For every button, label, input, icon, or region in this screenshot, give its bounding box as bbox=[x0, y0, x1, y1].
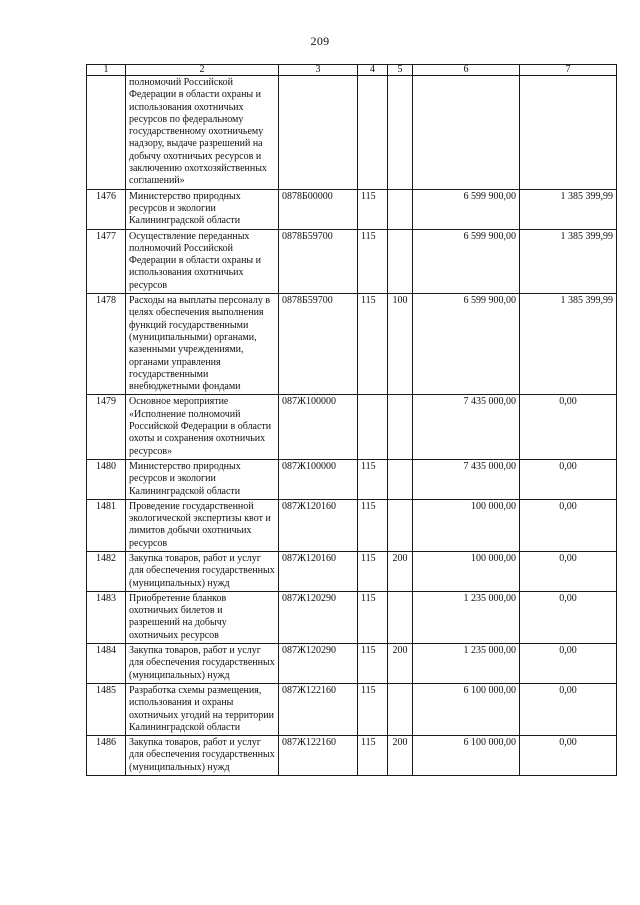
target-code-cell: 087Ж100000 bbox=[279, 459, 358, 499]
expense-type-cell: 200 bbox=[388, 644, 413, 684]
table-body bbox=[87, 76, 617, 776]
item-name-cell: Осуществление переданных полномочий Российской Федерации в области охраны и использования охотничьих ресурсов bbox=[126, 229, 279, 293]
amount2-cell: 1 385 399,99 bbox=[520, 229, 617, 293]
column-header: 3 bbox=[279, 65, 358, 76]
amount2-cell: 0,00 bbox=[520, 551, 617, 591]
section-code-cell: 115 bbox=[358, 683, 388, 735]
section-code-cell: 115 bbox=[358, 644, 388, 684]
amount2-cell: 1 385 399,99 bbox=[520, 189, 617, 229]
item-name-cell: Проведение государственной экологической экспертизы квот и лимитов добычи охотничьих ресурсов bbox=[126, 499, 279, 551]
amount-cell: 6 100 000,00 bbox=[413, 683, 520, 735]
target-code-cell: 087Ж120290 bbox=[279, 644, 358, 684]
table-row bbox=[87, 395, 617, 459]
table-row bbox=[87, 294, 617, 395]
table-row bbox=[87, 551, 617, 591]
row-number-cell: 1485 bbox=[87, 683, 126, 735]
page-number: 209 bbox=[310, 34, 330, 48]
amount-cell: 6 599 900,00 bbox=[413, 189, 520, 229]
amount2-cell: 0,00 bbox=[520, 459, 617, 499]
amount-cell: 6 599 900,00 bbox=[413, 229, 520, 293]
target-code-cell: 087Ж120160 bbox=[279, 499, 358, 551]
row-number-cell: 1479 bbox=[87, 395, 126, 459]
table-row bbox=[87, 189, 617, 229]
row-number-cell: 1486 bbox=[87, 736, 126, 776]
column-header: 6 bbox=[413, 65, 520, 76]
expense-type-cell bbox=[388, 499, 413, 551]
target-code-cell: 087Ж100000 bbox=[279, 395, 358, 459]
section-code-cell: 115 bbox=[358, 294, 388, 395]
section-code-cell: 115 bbox=[358, 551, 388, 591]
section-code-cell: 115 bbox=[358, 591, 388, 643]
expense-type-cell: 200 bbox=[388, 551, 413, 591]
item-name-cell: Закупка товаров, работ и услуг для обеспечения государственных (муниципальных) нужд bbox=[126, 644, 279, 684]
budget-table bbox=[86, 64, 617, 776]
amount2-cell: 0,00 bbox=[520, 499, 617, 551]
amount-cell: 1 235 000,00 bbox=[413, 591, 520, 643]
section-code-cell bbox=[358, 395, 388, 459]
target-code-cell: 0878Б59700 bbox=[279, 229, 358, 293]
item-name-cell: Министерство природных ресурсов и экологии Калининградской области bbox=[126, 189, 279, 229]
amount2-cell bbox=[520, 76, 617, 190]
target-code-cell: 0878Б59700 bbox=[279, 294, 358, 395]
amount-cell: 100 000,00 bbox=[413, 499, 520, 551]
target-code-cell: 087Ж120160 bbox=[279, 551, 358, 591]
expense-type-cell bbox=[388, 683, 413, 735]
expense-type-cell: 200 bbox=[388, 736, 413, 776]
row-number-cell: 1482 bbox=[87, 551, 126, 591]
amount2-cell: 0,00 bbox=[520, 736, 617, 776]
expense-type-cell: 100 bbox=[388, 294, 413, 395]
table-row bbox=[87, 683, 617, 735]
amount-cell: 7 435 000,00 bbox=[413, 459, 520, 499]
target-code-cell: 087Ж122160 bbox=[279, 736, 358, 776]
expense-type-cell bbox=[388, 459, 413, 499]
table-row bbox=[87, 644, 617, 684]
column-header: 5 bbox=[388, 65, 413, 76]
table-row bbox=[87, 591, 617, 643]
expense-type-cell bbox=[388, 229, 413, 293]
section-code-cell: 115 bbox=[358, 229, 388, 293]
row-number-cell: 1478 bbox=[87, 294, 126, 395]
expense-type-cell bbox=[388, 189, 413, 229]
amount-cell: 6 100 000,00 bbox=[413, 736, 520, 776]
item-name-cell: Закупка товаров, работ и услуг для обеспечения государственных (муниципальных) нужд bbox=[126, 551, 279, 591]
section-code-cell: 115 bbox=[358, 189, 388, 229]
column-header: 4 bbox=[358, 65, 388, 76]
table-row bbox=[87, 736, 617, 776]
item-name-cell: Разработка схемы размещения, использования и охраны охотничьих угодий на территории Калининградской области bbox=[126, 683, 279, 735]
expense-type-cell bbox=[388, 76, 413, 190]
amount-cell: 1 235 000,00 bbox=[413, 644, 520, 684]
amount-cell: 100 000,00 bbox=[413, 551, 520, 591]
item-name-cell: Основное мероприятие «Исполнение полномочий Российской Федерации в области охоты и сохранения охотничьих ресурсов» bbox=[126, 395, 279, 459]
column-header: 7 bbox=[520, 65, 617, 76]
row-number-cell: 1477 bbox=[87, 229, 126, 293]
column-header: 1 bbox=[87, 65, 126, 76]
column-header: 2 bbox=[126, 65, 279, 76]
section-code-cell: 115 bbox=[358, 499, 388, 551]
table-row bbox=[87, 76, 617, 190]
target-code-cell bbox=[279, 76, 358, 190]
target-code-cell: 087Ж122160 bbox=[279, 683, 358, 735]
target-code-cell: 0878Б00000 bbox=[279, 189, 358, 229]
row-number-cell: 1483 bbox=[87, 591, 126, 643]
header-row bbox=[87, 65, 617, 76]
row-number-cell: 1481 bbox=[87, 499, 126, 551]
amount-cell: 6 599 900,00 bbox=[413, 294, 520, 395]
amount2-cell: 0,00 bbox=[520, 644, 617, 684]
row-number-cell: 1476 bbox=[87, 189, 126, 229]
row-number-cell bbox=[87, 76, 126, 190]
section-code-cell: 115 bbox=[358, 459, 388, 499]
amount-cell bbox=[413, 76, 520, 190]
expense-type-cell bbox=[388, 395, 413, 459]
row-number-cell: 1484 bbox=[87, 644, 126, 684]
table-row bbox=[87, 459, 617, 499]
amount2-cell: 0,00 bbox=[520, 395, 617, 459]
section-code-cell: 115 bbox=[358, 736, 388, 776]
item-name-cell: Закупка товаров, работ и услуг для обеспечения государственных (муниципальных) нужд bbox=[126, 736, 279, 776]
expense-type-cell bbox=[388, 591, 413, 643]
item-name-cell: полномочий Российской Федерации в области охраны и использования охотничьих ресурсов по федеральному государственному охотничьему надзору, выдаче разрешений на добычу охотничьих ресурсов и заключению охотхозяйственных соглашений» bbox=[126, 76, 279, 190]
item-name-cell: Расходы на выплаты персоналу в целях обеспечения выполнения функций государственными (муниципальными) органами, казенными учреждениями, органами управления государственными внебюджетными фондами bbox=[126, 294, 279, 395]
table-row bbox=[87, 229, 617, 293]
amount2-cell: 1 385 399,99 bbox=[520, 294, 617, 395]
amount2-cell: 0,00 bbox=[520, 591, 617, 643]
table-row bbox=[87, 499, 617, 551]
item-name-cell: Приобретение бланков охотничьих билетов и разрешений на добычу охотничьих ресурсов bbox=[126, 591, 279, 643]
target-code-cell: 087Ж120290 bbox=[279, 591, 358, 643]
section-code-cell bbox=[358, 76, 388, 190]
amount2-cell: 0,00 bbox=[520, 683, 617, 735]
row-number-cell: 1480 bbox=[87, 459, 126, 499]
amount-cell: 7 435 000,00 bbox=[413, 395, 520, 459]
item-name-cell: Министерство природных ресурсов и экологии Калининградской области bbox=[126, 459, 279, 499]
